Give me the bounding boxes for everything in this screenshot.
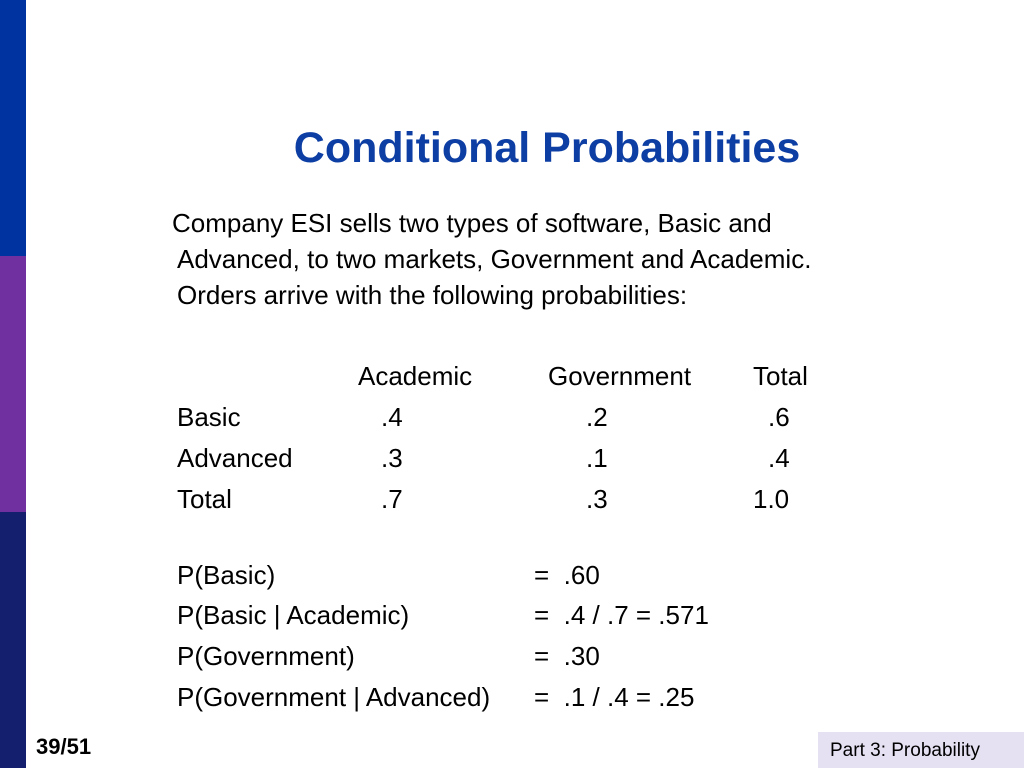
intro-line: Orders arrive with the following probabilities: [177,280,688,310]
slide-title: Conditional Probabilities [293,124,801,172]
equation-lhs: P(Basic | Academic) [177,600,410,630]
equation-rhs: = .30 [534,641,600,671]
table-cell: .4 [381,402,403,432]
table-header-academic: Academic [358,361,473,391]
equation-lhs: P(Government) [177,641,355,671]
table-cell: .7 [381,484,403,514]
equation-lhs: P(Government | Advanced) [177,682,491,712]
table-cell: .3 [381,443,403,473]
page-number: 39/51 [36,734,92,759]
side-color-bar [0,0,26,768]
section-footer [818,732,1024,768]
table-cell: .3 [586,484,608,514]
table-cell: .4 [768,443,790,473]
equation-rhs: = .4 / .7 = .571 [534,600,709,630]
table-row-label: Basic [177,402,241,432]
table-row-label: Advanced [177,443,293,473]
side-bar-navy-segment [0,512,26,768]
table-cell: .2 [586,402,608,432]
table-header-government: Government [548,361,692,391]
side-bar-purple-segment [0,256,26,512]
table-cell: .1 [586,443,608,473]
intro-line: Advanced, to two markets, Government and Academic. [177,244,812,274]
table-cell: 1.0 [753,484,790,514]
table-header-total: Total [753,361,808,391]
table-cell: .6 [768,402,790,432]
equation-rhs: = .60 [534,560,600,590]
equation-rhs: = .1 / .4 = .25 [534,682,695,712]
equation-lhs: P(Basic) [177,560,276,590]
section-label: Part 3: Probability [830,740,980,761]
table-row-label: Total [177,484,232,514]
intro-paragraph [172,205,892,313]
intro-line: Company ESI sells two types of software, Basic and [172,208,772,238]
